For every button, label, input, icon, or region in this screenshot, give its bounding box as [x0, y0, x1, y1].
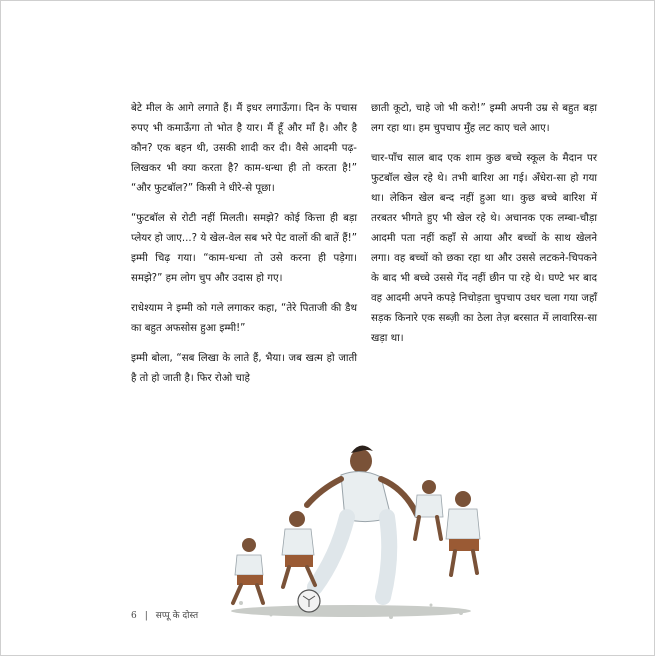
paragraph: चार-पाँच साल बाद एक शाम कुछ बच्चे स्कूल के मैदान पर फुटबॉल खेल रहे थे। तभी बारिश आ गई। अँधेरा-सा हो गया था। लेकिन खेल बन्द नहीं हुआ था। कुछ बच्चे बारिश में तरबतर भीगते हुए भी खेल रहे थे। अचानक एक लम्बा-चौड़ा आदमी पता नहीं कहाँ से आया और बच्चों के साथ खेलने लगा। वह बच्चों को छका रहा था और उससे लटकने-चिपकने के बाद भी बच्चे उससे गेंद नहीं छीन पा रहे थे। घण्टे भर बाद वह आदमी अपने कपड़े निचोड़ता चुपचाप उधर चला गया जहाँ सड़क किनारे एक सब्ज़ी का ठेला तेज़ बरसात में लावारिस-सा खड़ा था।	[371, 153, 597, 344]
page-number: 6	[131, 611, 137, 621]
left-text-column	[131, 99, 357, 399]
kid-figure	[233, 538, 263, 603]
paragraph: राधेश्याम ने इम्मी को गले लगाकर कहा, “तेरे पिताजी की डैथ का बहुत अफसोस हुआ इम्मी!”	[131, 303, 357, 334]
man-figure	[307, 445, 417, 597]
kid-figure	[415, 480, 443, 539]
page-footer	[131, 608, 198, 621]
kid-figure	[446, 491, 480, 575]
footer-separator: |	[144, 611, 148, 621]
right-text-column	[371, 99, 597, 359]
paragraph: बेटे मील के आगे लगाते हैं। मैं इधर लगाऊँगा। दिन के पचास रुपए भी कमाऊँगा तो भोत है यार। मैं हूँ और माँ है। और है कौन? एक बहन थी, उसकी शादी कर दी। वैसे आदमी पढ़-लिखकर भी क्या करता है? काम-धन्धा ही तो करता है!” “और फुटबॉल?” किसी ने धीरे-से पूछा।	[131, 103, 357, 194]
paragraph: छाती कूटो, चाहे जो भी करो!” इम्मी अपनी उम्र से बहुत बड़ा लग रहा था। हम चुपचाप मुँह लट काए चले आए।	[371, 103, 597, 134]
paragraph: इम्मी बोला, “सब लिखा के लाते हैं, भैया। जब खत्म हो जाती है तो हो जाती है। फिर रोओ चाहे	[131, 353, 357, 384]
kid-figure	[282, 511, 315, 587]
paragraph: “फुटबॉल से रोटी नहीं मिलती। समझे? कोई कित्ता ही बड़ा प्लेयर हो जाए...? ये खेल-वेल सब भरे पेट वालों की बातें हैं!” इम्मी चिढ़ गया। “काम-धन्धा तो उसे करना ही पड़ेगा। समझे?” हम लोग चुप और उदास हो गए।	[131, 213, 357, 284]
book-title: सप्पू के दोस्त	[155, 611, 199, 621]
football-players-illustration-icon	[201, 433, 511, 633]
